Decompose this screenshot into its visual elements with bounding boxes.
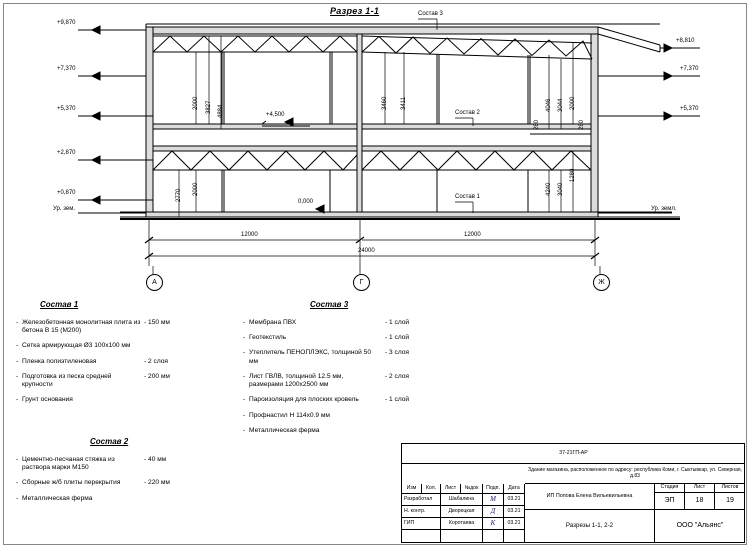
stamp-date-nkontr: 03.21: [504, 506, 525, 518]
stamp-header-sheets: Листов: [715, 484, 745, 493]
spec-item-value: - 200 мм: [144, 372, 170, 380]
spec-list-sostav-2: [16, 456, 236, 510]
stamp-header-stage: Стадия: [655, 484, 685, 493]
spec-item-text: Подготовка из песка средней крупности: [22, 372, 112, 389]
stamp-object-description: Здание магазина, расположенное по адресу: республика Коми, г. Сыктывкар, ул. Северная, д.83: [525, 464, 745, 484]
spec-item: [16, 495, 236, 503]
stamp-col-ndok: №док: [461, 484, 483, 494]
stamp-col-kol: Кол.: [422, 484, 441, 494]
stamp-value-sheets: 19: [715, 493, 745, 510]
stamp-signature-nkontr: Д: [483, 506, 504, 518]
spec-item-value: - 150 мм: [144, 319, 170, 326]
spec-item: [16, 456, 236, 472]
vdim-3827: 3827: [206, 100, 212, 114]
level-label-7370-left: +7,370: [57, 66, 76, 72]
level-label-ground-right: Ур. земл.: [651, 206, 677, 212]
vdim-2000-b: 2000: [570, 96, 576, 110]
spec-item-text: Металлическая ферма: [22, 494, 93, 502]
stamp-value-sheet: 18: [685, 493, 715, 510]
spec-item-value: - 220 мм: [144, 479, 170, 487]
spec-item: [16, 479, 236, 487]
stamp-spare-cell-1: [402, 530, 441, 542]
bullet-dash: -: [16, 342, 19, 350]
bullet-dash: -: [243, 334, 246, 342]
drawing-title: Разрез 1-1: [330, 6, 380, 16]
spec-item-value: - 3 слоя: [385, 349, 409, 357]
spec-item: [243, 412, 473, 420]
bullet-dash: -: [243, 426, 246, 434]
spec-item-text: Геотекстиль: [249, 334, 287, 342]
spec-item-value: - 1 слой: [385, 319, 410, 326]
spec-item: [243, 334, 473, 342]
spec-list-sostav-1: [16, 319, 236, 412]
stamp-name-nkontr: Дворецкая: [441, 506, 483, 518]
spec-item-value: - 40 мм: [144, 456, 167, 463]
vdim-3044: 3044: [558, 98, 564, 112]
bullet-dash: -: [16, 357, 19, 365]
spec-title-sostav-3: Состав 3: [310, 300, 349, 309]
stamp-company: ООО "Альянс": [676, 522, 724, 530]
stamp-sheet-title: Разрезы 1-1, 2-2: [525, 510, 655, 542]
bullet-dash: -: [16, 494, 19, 502]
spec-item: [243, 427, 473, 435]
spec-item-text: Пленка полиэтиленовая: [22, 357, 97, 365]
bullet-dash: -: [16, 372, 19, 380]
spec-list-sostav-3: [243, 319, 473, 442]
spec-item-text: Мембрана ПВХ: [249, 319, 297, 326]
spec-item-text: Лист ГВЛВ, толщиной 12.5 мм, размерами 1200х2500 мм: [249, 372, 344, 389]
axis-bubble-g: Г: [353, 274, 370, 291]
callout-sostav-1: Состав 1: [455, 194, 480, 200]
spec-item: [243, 319, 473, 327]
vdim-2770: 2770: [176, 188, 182, 202]
spec-item: [16, 358, 236, 366]
stamp-signature-gip: К: [483, 518, 504, 530]
vdim-3040: 3040: [558, 182, 564, 196]
spec-item: [16, 342, 236, 350]
level-label-2870: +2,870: [57, 150, 76, 156]
stamp-col-izm: Изм: [402, 484, 422, 494]
level-label-ground-left: Ур. зем.: [53, 206, 76, 212]
level-label-4500: +4,500: [266, 112, 285, 118]
spec-item-value: - 2 слоя: [385, 372, 409, 380]
stamp-spare-cell-3: [483, 530, 504, 542]
vdim-1280: 1280: [570, 168, 576, 182]
spec-item-value: - 1 слой: [385, 396, 410, 404]
bullet-dash: -: [243, 372, 246, 380]
vdim-3411: 3411: [401, 97, 407, 110]
level-label-5370-left: +5,370: [57, 106, 76, 112]
bullet-dash: -: [16, 396, 19, 404]
vdim-280-a: 280: [534, 119, 540, 130]
spec-item: [16, 373, 236, 389]
stamp-signature-razrabotal: М: [483, 494, 504, 506]
stamp-role-razrabotal: Разработал: [402, 494, 441, 506]
title-block: [401, 443, 745, 543]
axis-bubble-a: А: [146, 274, 163, 291]
stamp-project-code: 37-21ГП-АР: [402, 444, 745, 464]
stamp-spare-cell-4: [504, 530, 525, 542]
spec-title-sostav-2: Состав 2: [90, 437, 129, 446]
stamp-name-gip: Коротаева: [441, 518, 483, 530]
vdim-3460: 3460: [382, 96, 388, 110]
spec-item: [243, 373, 473, 389]
spec-item-text: Железобетонная монолитная плита из бетона В 15 (М200): [22, 319, 141, 335]
hdim-24000: 24000: [358, 248, 375, 254]
spec-item: [243, 349, 473, 365]
spec-title-sostav-1: Состав 1: [40, 300, 79, 309]
spec-item-text: Цементно-песчаная стяжка из раствора марки М150: [22, 456, 115, 472]
level-label-0000: 0,000: [298, 199, 314, 205]
spec-item-text: Утеплитель ПЕНОПЛЭКС, толщиной 50 мм: [249, 349, 372, 365]
spec-item: [243, 396, 473, 404]
stamp-col-list: Лист: [441, 484, 461, 494]
level-label-7370-right: +7,370: [680, 66, 699, 72]
vdim-2000-a: 2000: [193, 96, 199, 110]
stamp-name-razrabotal: Шабалина: [441, 494, 483, 506]
level-label-5370-right: +5,370: [680, 106, 699, 112]
bullet-dash: -: [16, 456, 19, 463]
vdim-4046: 4046: [546, 98, 552, 112]
spec-item: [16, 319, 236, 335]
level-label-0870: +0,870: [57, 190, 76, 196]
spec-item-text: Грунт основания: [22, 396, 73, 404]
stamp-col-podp: Подп.: [483, 484, 504, 494]
stamp-role-nkontr: Н. контр.: [402, 506, 441, 518]
spec-item-value: - 2 слоя: [144, 357, 168, 365]
bullet-dash: -: [243, 396, 246, 404]
vdim-2000-c: 2000: [193, 182, 199, 196]
spec-item-text: Металлическая ферма: [249, 426, 320, 434]
spec-item-value: - 1 слой: [385, 334, 410, 342]
stamp-date-razrabotal: 03.21: [504, 494, 525, 506]
vdim-280-b: 280: [579, 119, 585, 130]
vdim-4884: 4884: [218, 104, 224, 118]
spec-item-text: Пароизоляция для плоских кровель: [249, 396, 359, 404]
callout-sostav-2: Состав 2: [455, 110, 480, 116]
bullet-dash: -: [16, 479, 19, 487]
stamp-designer: ИП Попова Елена Вильевильевна: [525, 484, 655, 510]
hdim-12000-right: 12000: [464, 232, 481, 238]
spec-item-text: Сборные ж/б плиты перекрытия: [22, 479, 121, 487]
spec-item-text: Профнастил Н 114х0.9 мм: [249, 411, 330, 419]
spec-item-text: Сетка армирующая Ø3 100х100 мм: [22, 342, 131, 350]
axis-bubble-zh: Ж: [593, 274, 610, 291]
hdim-12000-left: 12000: [241, 232, 258, 238]
stamp-col-data: Дата: [504, 484, 525, 494]
level-label-8810: +8,810: [676, 38, 695, 44]
stamp-spare-cell-2: [441, 530, 483, 542]
bullet-dash: -: [243, 319, 246, 326]
stamp-date-gip: 03.21: [504, 518, 525, 530]
vdim-4240: 4240: [546, 182, 552, 196]
stamp-role-gip: ГИП: [402, 518, 441, 530]
bullet-dash: -: [16, 319, 19, 326]
stamp-header-sheet: Лист: [685, 484, 715, 493]
level-label-9870: +9,870: [57, 20, 76, 26]
callout-sostav-3: Состав 3: [418, 11, 443, 17]
spec-item: [16, 396, 236, 404]
bullet-dash: -: [243, 349, 246, 357]
bullet-dash: -: [243, 411, 246, 419]
stamp-value-stage: ЭП: [655, 493, 685, 510]
